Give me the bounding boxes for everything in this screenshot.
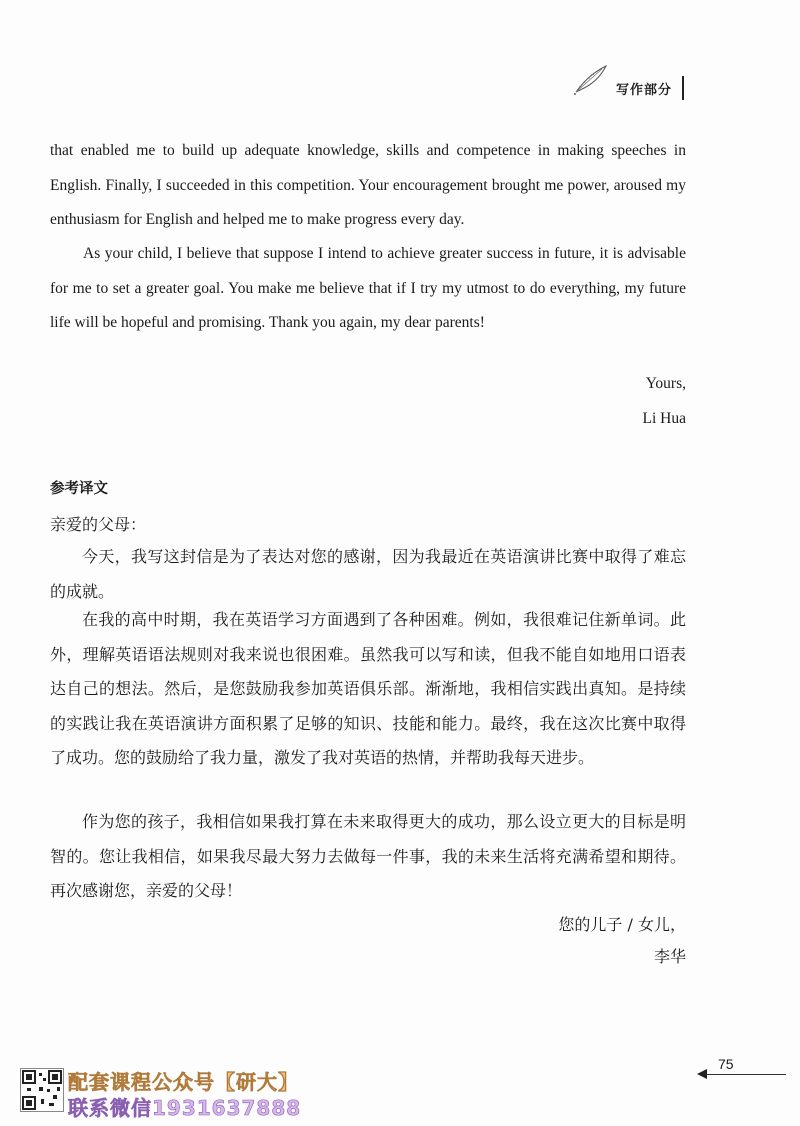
translation-heading: 参考译文: [50, 481, 108, 497]
chinese-salutation: 亲爱的父母：: [50, 515, 147, 534]
watermark-line-2: 联系微信1931637888: [68, 1096, 302, 1120]
page-number: 75: [718, 1056, 734, 1072]
chinese-closing: 您的儿子 / 女儿，: [558, 915, 686, 934]
chinese-signature: 李华: [653, 947, 686, 966]
chinese-paragraph-2: 在我的高中时期，我在英语学习方面遇到了各种困难。例如，我很难记住新单词。此外，理解英语语法规则对我来说也很困难。虽然我可以写和读，但我不能自如地用口语表达自己的想法。然后，是您鼓励我参加英语俱乐部。渐渐地，我相信实践出真知。是持续的实践让我在英语演讲方面积累了足够的知识、技能和能力。最终，我在这次比赛中取得了成功。您的鼓励给了我力量，激发了我对英语的热情，并帮助我每天进步。: [50, 610, 686, 768]
english-paragraph-2: As your child, I believe that suppose I intend to achieve greater success in future, it is advisable for me to set a greater goal. You make me believe that if I try my utmost to do everything, my future life will be hopeful and promising. Thank you again, my dear parents!: [50, 245, 686, 331]
english-signature: Li Hua: [642, 410, 686, 427]
chinese-paragraph-3: 作为您的孩子，我相信如果我打算在未来取得更大的成功，那么设立更大的目标是明智的。您让我相信，如果我尽最大努力去做每一件事，我的未来生活将充满希望和期待。再次感谢您，亲爱的父母！: [50, 812, 686, 901]
feather-pen-icon: [572, 62, 610, 96]
chinese-paragraph-1: 今天，我写这封信是为了表达对您的感谢，因为我最近在英语演讲比赛中取得了难忘的成就。: [50, 547, 686, 601]
qr-code-icon: [20, 1068, 64, 1112]
english-closing: Yours,: [645, 375, 686, 392]
header-divider: [682, 76, 684, 100]
english-paragraph-1: that enabled me to build up adequate knowledge, skills and competence in making speeches in English. Finally, I succeeded in this competition. Your encouragement brought me power, aroused my enthusiasm for English and helped me to make progress every day.: [50, 142, 686, 228]
section-title: 写作部分: [616, 83, 673, 98]
footer-divider: [706, 1074, 786, 1075]
watermark-line-1: 配套课程公众号【研大】: [68, 1070, 299, 1094]
